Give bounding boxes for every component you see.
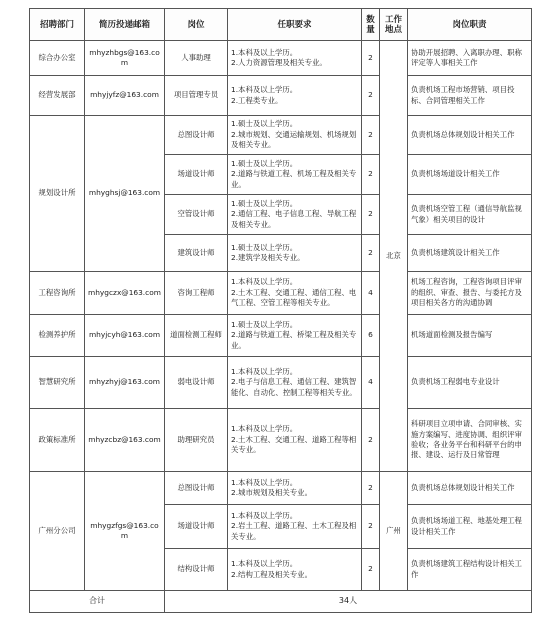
count-cell: 2 — [362, 116, 380, 155]
table-row — [30, 472, 532, 505]
dept-cell: 检测养护所 — [30, 315, 85, 357]
post-cell: 总图设计师 — [165, 472, 228, 505]
header-count: 数量 — [362, 9, 380, 41]
email-cell: mhyjyfz@163.com — [85, 76, 165, 116]
post-cell: 建筑设计师 — [165, 235, 228, 272]
header-requirements: 任职要求 — [228, 9, 362, 41]
count-cell: 2 — [362, 195, 380, 235]
post-cell: 项目管理专员 — [165, 76, 228, 116]
email-cell: mhygzfgs@163.com — [85, 472, 165, 591]
email-cell: mhyjcyh@163.com — [85, 315, 165, 357]
duty-cell: 负责机场场道工程、地基处理工程设计相关工作 — [408, 505, 532, 549]
req-cell: 1.本科及以上学历。 2.土木工程、交通工程、道路工程等相关专业。 — [228, 409, 362, 472]
req-cell: 1.本科及以上学历。 2.结构工程及相关专业。 — [228, 549, 362, 591]
req-cell: 1.硕士及以上学历。 2.城市规划、交通运输规划、机场规划及相关专业。 — [228, 116, 362, 155]
post-cell: 咨询工程师 — [165, 272, 228, 315]
recruitment-table — [29, 8, 532, 613]
dept-cell: 工程咨询所 — [30, 272, 85, 315]
duty-cell: 负责机场建筑工程结构设计相关工作 — [408, 549, 532, 591]
email-cell: mhyzcbz@163.com — [85, 409, 165, 472]
post-cell: 道面检测工程师 — [165, 315, 228, 357]
post-cell: 总图设计师 — [165, 116, 228, 155]
dept-cell: 经营发展部 — [30, 76, 85, 116]
count-cell: 2 — [362, 235, 380, 272]
req-cell: 1.本科及以上学历。 2.工程类专业。 — [228, 76, 362, 116]
post-cell: 结构设计师 — [165, 549, 228, 591]
post-cell: 场道设计师 — [165, 505, 228, 549]
total-value: 34人 — [165, 591, 532, 613]
post-cell: 助理研究员 — [165, 409, 228, 472]
dept-cell: 综合办公室 — [30, 41, 85, 76]
req-cell: 1.本科及以上学历。 2.岩土工程、道路工程、土木工程及相关专业。 — [228, 505, 362, 549]
recruitment-table-container — [29, 8, 531, 613]
table-row — [30, 357, 532, 409]
header-duty: 岗位职责 — [408, 9, 532, 41]
req-cell: 1.本科及以上学历。 2.电子与信息工程、通信工程、建筑智能化、自动化、控制工程等相关专业。 — [228, 357, 362, 409]
table-row — [30, 116, 532, 155]
req-cell: 1.硕士及以上学历。 2.建筑学及相关专业。 — [228, 235, 362, 272]
count-cell: 2 — [362, 155, 380, 195]
post-cell: 空管设计师 — [165, 195, 228, 235]
count-cell: 2 — [362, 505, 380, 549]
count-cell: 4 — [362, 272, 380, 315]
count-cell: 2 — [362, 409, 380, 472]
location-beijing: 北京 — [380, 41, 408, 472]
header-dept: 招聘部门 — [30, 9, 85, 41]
count-cell: 2 — [362, 41, 380, 76]
dept-cell: 广州分公司 — [30, 472, 85, 591]
header-location: 工作地点 — [380, 9, 408, 41]
email-cell: mhygczx@163.com — [85, 272, 165, 315]
table-row — [30, 76, 532, 116]
count-cell: 6 — [362, 315, 380, 357]
post-cell: 弱电设计师 — [165, 357, 228, 409]
req-cell: 1.本科及以上学历。 2.城市规划及相关专业。 — [228, 472, 362, 505]
duty-cell: 负责机场总体规划设计相关工作 — [408, 116, 532, 155]
duty-cell: 负责机场空管工程（通信导航监视气象）相关项目的设计 — [408, 195, 532, 235]
duty-cell: 机场道面检测及报告编写 — [408, 315, 532, 357]
table-row — [30, 409, 532, 472]
email-cell: mhyzhyj@163.com — [85, 357, 165, 409]
header-post: 岗位 — [165, 9, 228, 41]
dept-cell: 智慧研究所 — [30, 357, 85, 409]
req-cell: 1.硕士及以上学历。 2.通信工程、电子信息工程、导航工程及相关专业。 — [228, 195, 362, 235]
dept-cell: 政策标准所 — [30, 409, 85, 472]
duty-cell: 负责机场总体规划设计相关工作 — [408, 472, 532, 505]
table-row — [30, 272, 532, 315]
location-guangzhou: 广州 — [380, 472, 408, 591]
req-cell: 1.本科及以上学历。 2.人力资源管理及相关专业。 — [228, 41, 362, 76]
duty-cell: 负责机场工程市场营销、项目投标、合同管理相关工作 — [408, 76, 532, 116]
email-cell: mhyzhbgs@163.com — [85, 41, 165, 76]
req-cell: 1.硕士及以上学历。 2.道路与铁道工程、机场工程及相关专业。 — [228, 155, 362, 195]
email-cell: mhyghsj@163.com — [85, 116, 165, 272]
req-cell: 1.本科及以上学历。 2.土木工程、交通工程、通信工程、电气工程、空管工程等相关专业。 — [228, 272, 362, 315]
count-cell: 2 — [362, 76, 380, 116]
table-row — [30, 315, 532, 357]
total-label: 合计 — [30, 591, 165, 613]
req-cell: 1.硕士及以上学历。 2.道路与铁道工程、桥梁工程及相关专业。 — [228, 315, 362, 357]
dept-cell: 规划设计所 — [30, 116, 85, 272]
duty-cell: 机场工程咨询，工程咨询项目评审的组织、审查、报告、与委托方及项目相关各方的沟通协调 — [408, 272, 532, 315]
duty-cell: 协助开展招聘、入离职办理、职称评定等人事相关工作 — [408, 41, 532, 76]
count-cell: 2 — [362, 472, 380, 505]
count-cell: 4 — [362, 357, 380, 409]
count-cell: 2 — [362, 549, 380, 591]
header-row — [30, 9, 532, 41]
post-cell: 人事助理 — [165, 41, 228, 76]
table-row — [30, 41, 532, 76]
duty-cell: 负责机场工程弱电专业设计 — [408, 357, 532, 409]
post-cell: 场道设计师 — [165, 155, 228, 195]
duty-cell: 科研项目立项申请、合同审核、实施方案编写、进度协调、组织评审验收；各业务平台和科研平台的申报、建设、运行及日常管理 — [408, 409, 532, 472]
duty-cell: 负责机场场道设计相关工作 — [408, 155, 532, 195]
total-row — [30, 591, 532, 613]
header-email: 简历投递邮箱 — [85, 9, 165, 41]
duty-cell: 负责机场建筑设计相关工作 — [408, 235, 532, 272]
